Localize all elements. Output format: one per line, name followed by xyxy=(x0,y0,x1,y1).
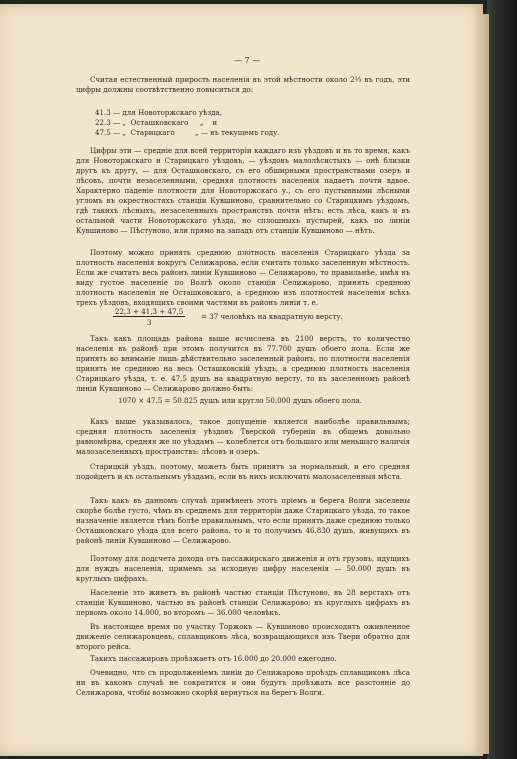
list-item: 47.5 — „ Старицкаго „ — въ текущемъ году. xyxy=(95,128,280,137)
district-list xyxy=(95,108,280,138)
list-item: 22.3 — „ Осташковскаго „ и xyxy=(95,118,218,127)
paragraph-6: Такъ какъ въ данномъ случаѣ примѣненъ этотъ пріемъ и берега Волги заселены скорѣе болѣе густо, чѣмъ въ среднемъ для территоріи даже Старицкаго уѣзда, то такое назначеніе является тѣмъ болѣе правильнымъ, что если принять даже среднюю только Осташковскаго уѣзда для всего района, то и то получимъ 46.830 душъ, живущихъ въ районѣ линіи Кувшиново — Селижарово. xyxy=(76,496,410,546)
document-page xyxy=(0,4,483,756)
list-item: 41.3 — для Новоторжскаго уѣзда, xyxy=(95,108,223,117)
formula-denominator: 3 xyxy=(147,318,152,327)
paragraph-4: Какъ выше указывалось, такое допущеніе является наиболѣе правильнымъ; средняя плотность заселенія уѣздовъ Тверской губерніи въ общемъ довольно равномѣрна, средняя же по уѣздамъ — колеблется отъ большаго или меньшаго наличія малозаселенныхъ пространствъ: лѣсовъ и озеръ. xyxy=(76,417,410,457)
paragraph-10: Такихъ пассажировъ проѣзжаетъ отъ 16.000 до 20.000 ежегодно. xyxy=(90,654,337,663)
paragraph-11: Очевидно, что съ продолженіемъ линіи до Селижарова проѣздъ сплавщиковъ лѣса ни въ какомъ случаѣ не сократится и они будутъ проѣзжать все разстояніе до Селижарова, чтобы возможно скорѣй вернуться на берегъ Волги. xyxy=(76,668,410,698)
calculation-line: 1070 × 47.5 = 50.825 душъ или кругло 50.000 душъ обоего пола. xyxy=(117,396,363,405)
paragraph-8: Населеніе это живетъ въ районѣ частью станціи Пѣстуново, въ 28 верстахъ отъ станціи Кувшиново, частью въ районѣ станціи Селижарово; въ круглыхъ цифрахъ въ первомъ около 14.000, во второмъ — 36.000 человѣкъ. xyxy=(76,588,410,618)
paragraph-9: Въ настоящее время по участку Торжокъ — Кувшиново происходитъ оживленное движеніе селижаровцевъ, сплавщиковъ лѣса, возвращающихся изъ Твери обратно для второго рейса. xyxy=(76,622,410,652)
paragraph-5: Старицкій уѣздъ, поэтому, можетъ быть принятъ за нормальный, и его средняя подойдетъ и къ остальнымъ уѣздамъ, если въ нихъ исключить малозаселенныя мѣста. xyxy=(76,462,410,482)
page-number: — 7 — xyxy=(234,56,261,65)
formula-result: = 37 человѣкъ на квадратную версту. xyxy=(201,312,343,321)
paragraph-3: Такъ какъ площадь района выше исчислена въ 2100 верстъ, то количество населенія въ районѣ при этомъ получится въ 77.700 душъ обоего пола. Если же принять во вниманіе лишь дѣйствительно заселенный районъ, по плотности населенія принять не среднюю на весь Осташковскій уѣздъ, а среднюю плотность населенія Старицкаго уѣзда, т. е. 47,5 душъ на квадратную версту, то въ заселенномъ районѣ линіи Кувшиново — Селижарово должно быть: xyxy=(76,334,410,394)
paragraph-7: Поэтому для подсчета дохода отъ пассажирскаго движенія и отъ грузовъ, идущихъ для нуждъ населенія, примемъ за исходную цифру населенія — 50.000 душъ въ круглыхъ цифрахъ. xyxy=(76,554,410,584)
intro-paragraph: Считая естественный прирость населенія въ этой мѣстности около 2⅔ въ годъ, эти цифры должны соотвѣтственно повыситься до: xyxy=(76,75,410,95)
book-binding xyxy=(487,0,517,759)
paragraph-1: Цифры эти — средніе для всей территоріи каждаго изъ уѣздовъ и въ то время, какъ для Новоторжскаго и Старицкаго уѣздовъ, — уѣздовъ малолѣсистыхъ — онѣ близки другъ къ другу, — для Осташковскаго, съ его обширными пространствами озеръ и лѣсовъ, почти незаселенными, средняя плотность населенія падаетъ почти вдвое. Характерно паденіе плотности для Новоторжскаго у., съ его пустынными лѣсными угломъ въ окрестностяхъ станціи Кувшиново, сравнительно со Старицкимъ уѣздомъ, гдѣ такихъ лѣсныхъ, незаселенныхъ пространствъ почти нѣтъ: есть лѣса, какъ и въ остальной части Новоторжскаго уѣзда, но сплошныхъ пустырей, какъ по линіи Кувшиново — Пѣстуново, или прямо на западъ отъ станціи Кувшиново — нѣтъ. xyxy=(76,146,410,236)
density-formula xyxy=(113,307,343,327)
formula-numerator: 22,3 + 41,3 + 47,5 xyxy=(115,307,184,316)
paragraph-2: Поэтому можно принять среднюю плотность населенія Старицкаго уѣзда за плотность населенія вокругъ Селижарова, если считать только заселенную мѣстность. Если же считать весь районъ линіи Кувшиново — Селижарово, то правильнѣе, имѣя въ виду густое населеніе по Волгѣ около станціи Селижарово, принять среднюю плотность населенія не Осташковскаго, а среднюю изъ плотностей населенія всѣхъ трехъ уѣздовъ, входящихъ своими частями въ районъ линіи т. е. xyxy=(76,248,410,308)
